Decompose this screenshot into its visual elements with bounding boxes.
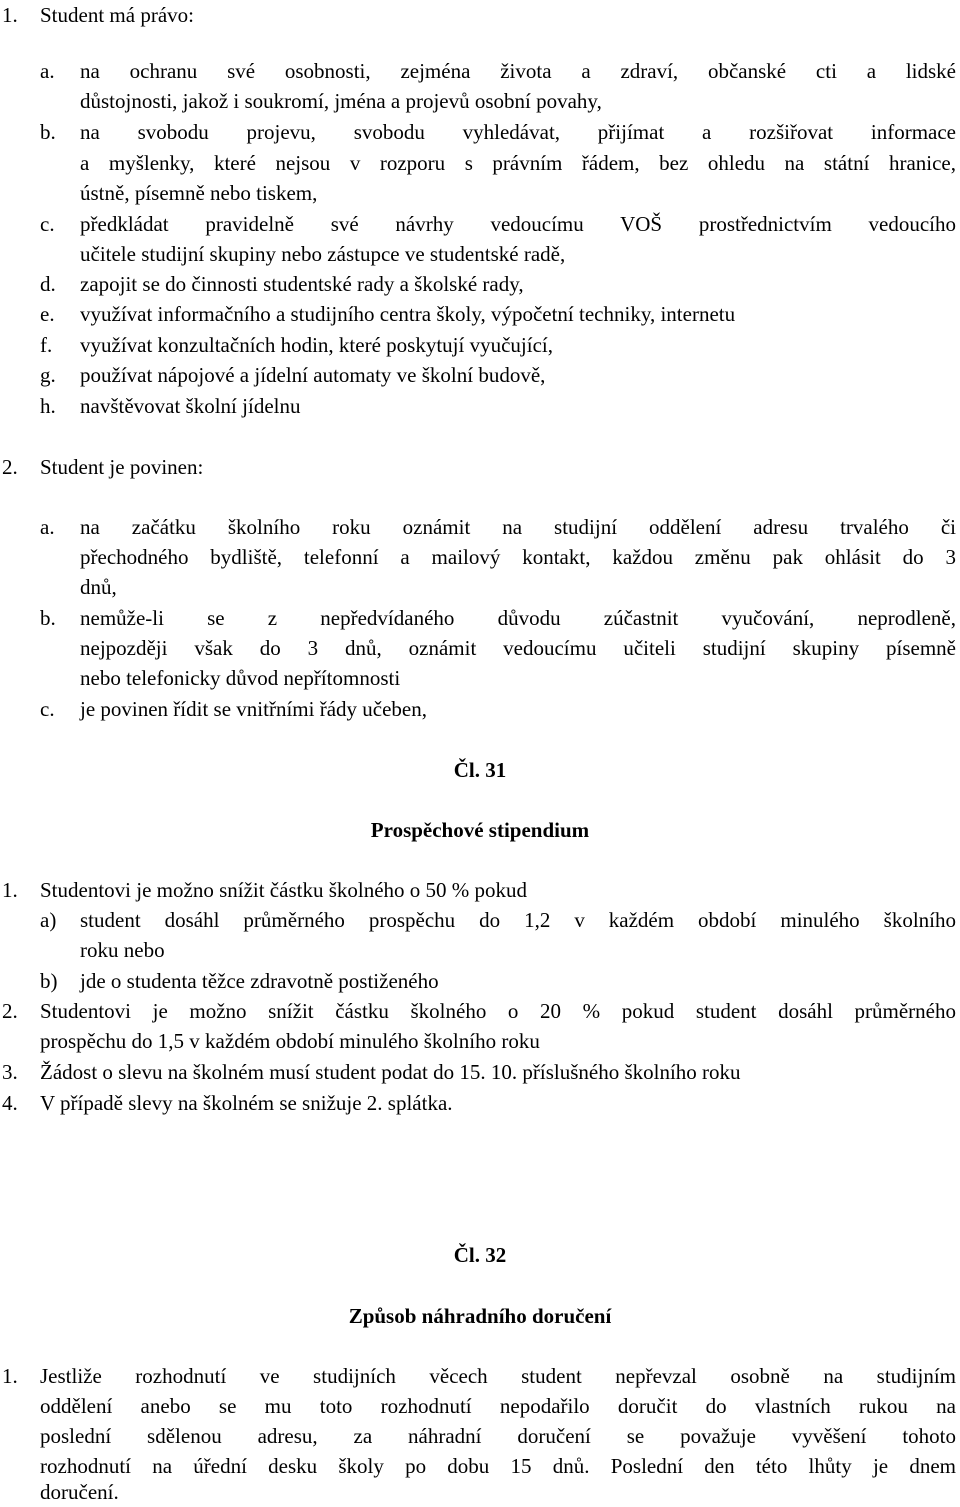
list-item-continuation: důstojnosti, jakož i soukromí, jména a projevů osobní povahy,	[80, 89, 602, 113]
list-item-continuation: roku nebo	[80, 938, 165, 962]
list-item: c. je povinen řídit se vnitřními řády učeben,	[40, 697, 427, 721]
list-item-continuation: oddělení anebo se mu toto rozhodnutí nepodařilo doručit do vlastních rukou na	[40, 1394, 956, 1418]
section-heading: Student má právo:	[40, 3, 194, 27]
list-marker: 2.	[2, 455, 18, 479]
list-item-continuation: poslední sdělenou adresu, za náhradní doručení se považuje vyvěšení tohoto	[40, 1424, 956, 1448]
list-item-continuation: nejpozději však do 3 dnů, oznámit vedoucímu učiteli studijní skupiny písemně	[80, 636, 956, 660]
sub-list-item: a) student dosáhl průměrného prospěchu do 1,2 v každém období minulého školního	[40, 908, 956, 932]
list-item: c. předkládat pravidelně své návrhy vedoucímu VOŠ prostřednictvím vedoucího	[40, 212, 956, 236]
list-item-continuation: přechodného bydliště, telefonní a mailový kontakt, každou změnu pak ohlásit do 3	[80, 545, 956, 569]
list-item-continuation: rozhodnutí na úřední desku školy po dobu 15 dnů. Poslední den této lhůty je dnem	[40, 1454, 956, 1478]
list-item: 1. Jestliže rozhodnutí ve studijních věcech student nepřevzal osobně na studijním	[2, 1364, 956, 1388]
section-rights-heading	[0, 0, 960, 30]
list-item: g. používat nápojové a jídelní automaty ve školní budově,	[40, 363, 546, 387]
list-item-continuation: učitele studijní skupiny nebo zástupce ve studentské radě,	[80, 242, 566, 266]
article-31-number: Čl. 31	[453, 758, 507, 782]
list-item: 2. Studentovi je možno snížit částku školného o 20 % pokud student dosáhl průměrného	[2, 999, 956, 1023]
list-item-continuation: dnů,	[80, 575, 117, 599]
list-item-continuation: prospěchu do 1,5 v každém období minulého školního roku	[40, 1029, 540, 1053]
article-32-number: Čl. 32	[453, 1243, 507, 1267]
list-marker: 1.	[2, 3, 18, 27]
list-item: f. využívat konzultačních hodin, které poskytují vyučující,	[40, 333, 553, 357]
sub-list-item: b) jde o studenta těžce zdravotně postiženého	[40, 969, 439, 993]
list-item: b. nemůže-li se z nepředvídaného důvodu zúčastnit vyučování, neprodleně,	[40, 606, 956, 630]
section-heading: Student je povinen:	[40, 455, 204, 479]
list-item: 1. Studentovi je možno snížit částku školného o 50 % pokud	[2, 878, 528, 902]
section-duties-heading	[0, 452, 960, 482]
article-32-title: Způsob náhradního doručení	[348, 1304, 612, 1328]
list-item: a. na začátku školního roku oznámit na studijní oddělení adresu trvalého či	[40, 515, 956, 539]
list-item-continuation: a myšlenky, které nejsou v rozporu s právním řádem, bez ohledu na státní hranice,	[80, 151, 956, 175]
list-item: a. na ochranu své osobnosti, zejména života a zdraví, občanské cti a lidské	[40, 59, 956, 83]
list-item-continuation: nebo telefonicky důvod nepřítomnosti	[80, 666, 401, 690]
list-item-continuation: doručení.	[40, 1480, 119, 1504]
list-item: e. využívat informačního a studijního centra školy, výpočetní techniky, internetu	[40, 302, 736, 326]
list-item: 3. Žádost o slevu na školném musí student podat do 15. 10. příslušného školního roku	[2, 1060, 741, 1084]
list-item: 4. V případě slevy na školném se snižuje 2. splátka.	[2, 1091, 453, 1115]
list-item: d. zapojit se do činnosti studentské rady a školské rady,	[40, 272, 524, 296]
list-item: b. na svobodu projevu, svobodu vyhledávat, přijímat a rozšiřovat informace	[40, 120, 956, 144]
list-item: h. navštěvovat školní jídelnu	[40, 394, 301, 418]
article-31-title: Prospěchové stipendium	[370, 818, 590, 842]
list-item-continuation: ústně, písemně nebo tiskem,	[80, 181, 318, 205]
